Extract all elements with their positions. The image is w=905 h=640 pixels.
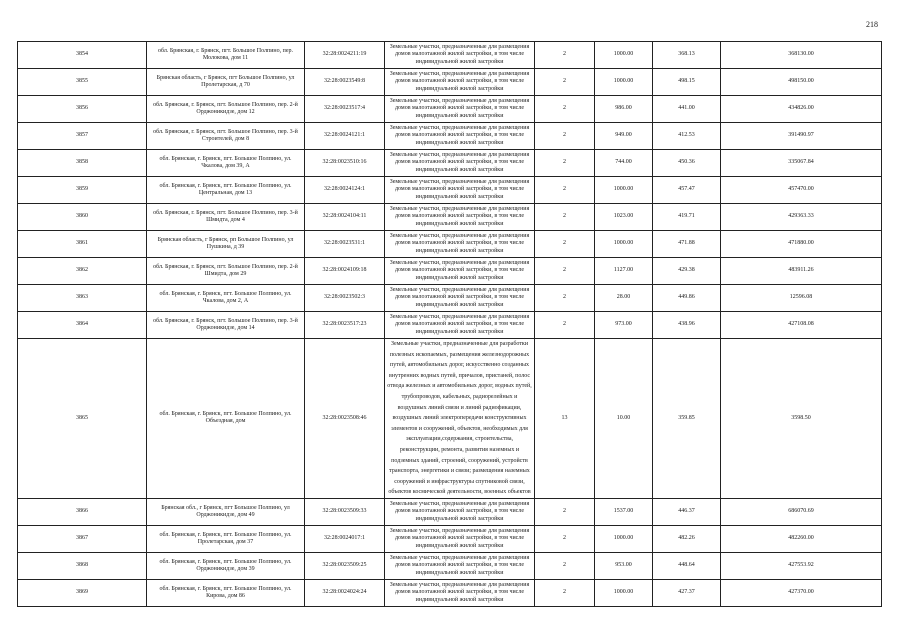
address-cell: обл. Брянская, г. Брянск, пгт. Большое Полпино, ул. Чкалова, дом 2, А: [147, 285, 305, 312]
area-cell: 28.00: [595, 285, 653, 312]
cadastral-value-cell: 434826.00: [721, 96, 882, 123]
address-cell: Брянская область, г Брянск, пгт Большое Полпино, ул Пролетарская, д 70: [147, 69, 305, 96]
cadastral-number-cell: 32:28:0023517:4: [305, 96, 385, 123]
cadastral-number-cell: 32:28:0024104:11: [305, 204, 385, 231]
row-id-cell: 3864: [18, 312, 147, 339]
land-use-cell: Земельные участки, предназначенные для разработки полезных ископаемых, размещения железнодорожных путей, автомобильных дорог, искусственно созданных внутренних водных путей, причалов, пристаней, полос отвода железных и автомобильных дорог, водных путей, трубопроводов, кабельных, радиорелейных и воздушных линий связи и линий радиофикации, воздушных линий электропередачи конструктивных элементов и сооружений, объектов, необходимых для эксплуатации,содержания, строительства, реконструкции, ремонта, развития наземных и подземных зданий, строений, сооружений, устройств транспорта, энергетики и связи; размещения наземных сооружений и инфраструктуры спутниковой связи, объектов космической деятельности, военных объектов: [385, 339, 535, 499]
rate-cell: 438.96: [653, 312, 721, 339]
table-row: [18, 204, 882, 231]
table-row: [18, 258, 882, 285]
row-id-cell: 3860: [18, 204, 147, 231]
cadastral-value-cell: 483911.26: [721, 258, 882, 285]
table-row: [18, 312, 882, 339]
category-code-cell: 2: [535, 150, 595, 177]
row-id-cell: 3859: [18, 177, 147, 204]
row-id-cell: 3868: [18, 552, 147, 579]
table-row: [18, 123, 882, 150]
cadastral-value-cell: 368130.00: [721, 42, 882, 69]
category-code-cell: 2: [535, 312, 595, 339]
table-row: [18, 552, 882, 579]
area-cell: 10.00: [595, 339, 653, 499]
land-use-cell: Земельные участки, предназначенные для размещения домов малоэтажной жилой застройки, в том числе индивидуальной жилой застройки: [385, 42, 535, 69]
address-cell: обл. Брянская, г. Брянск, пгт. Большое Полпино, ул. Кирова, дом 86: [147, 579, 305, 606]
cadastral-number-cell: 32:28:0024121:1: [305, 123, 385, 150]
row-id-cell: 3858: [18, 150, 147, 177]
cadastral-number-cell: 32:28:0024017:1: [305, 525, 385, 552]
land-plots-table: [17, 41, 882, 607]
area-cell: 949.00: [595, 123, 653, 150]
address-cell: обл. Брянская, г. Брянск, пгт. Большое Полпино, ул. Объездная, дом: [147, 339, 305, 499]
area-cell: 973.00: [595, 312, 653, 339]
cadastral-value-cell: 482260.00: [721, 525, 882, 552]
rate-cell: 498.15: [653, 69, 721, 96]
address-cell: обл. Брянская, г. Брянск, пгт. Большое Полпино, пер. 3-й Шмидта, дом 4: [147, 204, 305, 231]
cadastral-value-cell: 427370.00: [721, 579, 882, 606]
address-cell: Брянская область, г Брянск, рп Большое Полпино, ул Пушкина, д 39: [147, 231, 305, 258]
rate-cell: 429.38: [653, 258, 721, 285]
area-cell: 1000.00: [595, 231, 653, 258]
rate-cell: 457.47: [653, 177, 721, 204]
rate-cell: 419.71: [653, 204, 721, 231]
row-id-cell: 3867: [18, 525, 147, 552]
row-id-cell: 3862: [18, 258, 147, 285]
area-cell: 1000.00: [595, 579, 653, 606]
area-cell: 744.00: [595, 150, 653, 177]
table-body: [18, 42, 882, 607]
table-row: [18, 69, 882, 96]
rate-cell: 471.88: [653, 231, 721, 258]
row-id-cell: 3869: [18, 579, 147, 606]
cadastral-value-cell: 457470.00: [721, 177, 882, 204]
table-row: [18, 96, 882, 123]
cadastral-number-cell: 32:28:0023509:33: [305, 498, 385, 525]
land-use-cell: Земельные участки, предназначенные для размещения домов малоэтажной жилой застройки, в том числе индивидуальной жилой застройки: [385, 96, 535, 123]
land-use-cell: Земельные участки, предназначенные для размещения домов малоэтажной жилой застройки, в том числе индивидуальной жилой застройки: [385, 579, 535, 606]
area-cell: 1537.00: [595, 498, 653, 525]
rate-cell: 446.37: [653, 498, 721, 525]
rate-cell: 482.26: [653, 525, 721, 552]
area-cell: 1000.00: [595, 69, 653, 96]
rate-cell: 441.00: [653, 96, 721, 123]
area-cell: 1023.00: [595, 204, 653, 231]
cadastral-number-cell: 32:28:0024124:1: [305, 177, 385, 204]
category-code-cell: 2: [535, 579, 595, 606]
row-id-cell: 3854: [18, 42, 147, 69]
land-use-cell: Земельные участки, предназначенные для размещения домов малоэтажной жилой застройки, в том числе индивидуальной жилой застройки: [385, 150, 535, 177]
table-row: [18, 177, 882, 204]
land-use-cell: Земельные участки, предназначенные для размещения домов малоэтажной жилой застройки, в том числе индивидуальной жилой застройки: [385, 498, 535, 525]
cadastral-value-cell: 498150.00: [721, 69, 882, 96]
cadastral-value-cell: 335067.84: [721, 150, 882, 177]
table-row: [18, 285, 882, 312]
page-number: 218: [866, 20, 878, 29]
row-id-cell: 3856: [18, 96, 147, 123]
land-use-cell: Земельные участки, предназначенные для размещения домов малоэтажной жилой застройки, в том числе индивидуальной жилой застройки: [385, 231, 535, 258]
row-id-cell: 3861: [18, 231, 147, 258]
area-cell: 1127.00: [595, 258, 653, 285]
cadastral-value-cell: 471880.00: [721, 231, 882, 258]
category-code-cell: 2: [535, 231, 595, 258]
category-code-cell: 2: [535, 204, 595, 231]
address-cell: обл. Брянская, г. Брянск, пгт. Большое Полпино, ул. Центральная, дом 13: [147, 177, 305, 204]
cadastral-value-cell: 427553.92: [721, 552, 882, 579]
category-code-cell: 2: [535, 123, 595, 150]
rate-cell: 448.64: [653, 552, 721, 579]
area-cell: 1000.00: [595, 42, 653, 69]
cadastral-number-cell: 32:28:0023517:23: [305, 312, 385, 339]
cadastral-value-cell: 427108.08: [721, 312, 882, 339]
row-id-cell: 3866: [18, 498, 147, 525]
area-cell: 986.00: [595, 96, 653, 123]
cadastral-number-cell: 32:28:0023502:3: [305, 285, 385, 312]
category-code-cell: 2: [535, 285, 595, 312]
address-cell: Брянская обл., г Брянск, пгт Большое Полпино, ул Орджоникидзе, дом 49: [147, 498, 305, 525]
category-code-cell: 13: [535, 339, 595, 499]
cadastral-number-cell: 32:28:0023509:25: [305, 552, 385, 579]
cadastral-value-cell: 391490.97: [721, 123, 882, 150]
address-cell: обл. Брянская, г. Брянск, пгт. Большое Полпино, ул. Орджоникидзе, дом 39: [147, 552, 305, 579]
land-use-cell: Земельные участки, предназначенные для размещения домов малоэтажной жилой застройки, в том числе индивидуальной жилой застройки: [385, 204, 535, 231]
table-row: [18, 579, 882, 606]
rate-cell: 427.37: [653, 579, 721, 606]
address-cell: обл. Брянская, г. Брянск, пгт. Большое Полпино, пер. 2-й Шмидта, дом 29: [147, 258, 305, 285]
category-code-cell: 2: [535, 552, 595, 579]
table-row: [18, 498, 882, 525]
row-id-cell: 3855: [18, 69, 147, 96]
category-code-cell: 2: [535, 42, 595, 69]
cadastral-number-cell: 32:28:0024024:24: [305, 579, 385, 606]
address-cell: обл. Брянская, г. Брянск, пгт. Большое Полпино, пер. 2-й Орджоникидзе, дом 12: [147, 96, 305, 123]
address-cell: обл. Брянская, г. Брянск, пгт. Большое Полпино, пер. 3-й Строителей, дом 8: [147, 123, 305, 150]
cadastral-number-cell: 32:28:0023531:1: [305, 231, 385, 258]
land-use-cell: Земельные участки, предназначенные для размещения домов малоэтажной жилой застройки, в том числе индивидуальной жилой застройки: [385, 258, 535, 285]
table-row: [18, 339, 882, 499]
row-id-cell: 3865: [18, 339, 147, 499]
row-id-cell: 3863: [18, 285, 147, 312]
land-use-cell: Земельные участки, предназначенные для размещения домов малоэтажной жилой застройки, в том числе индивидуальной жилой застройки: [385, 177, 535, 204]
address-cell: обл. Брянская, г. Брянск, пгт. Большое Полпино, пер. 3-й Орджоникидзе, дом 14: [147, 312, 305, 339]
category-code-cell: 2: [535, 96, 595, 123]
land-use-cell: Земельные участки, предназначенные для размещения домов малоэтажной жилой застройки, в том числе индивидуальной жилой застройки: [385, 285, 535, 312]
cadastral-number-cell: 32:28:0024211:19: [305, 42, 385, 69]
rate-cell: 450.36: [653, 150, 721, 177]
rate-cell: 449.86: [653, 285, 721, 312]
cadastral-value-cell: 12596.08: [721, 285, 882, 312]
cadastral-value-cell: 686070.69: [721, 498, 882, 525]
rate-cell: 368.13: [653, 42, 721, 69]
category-code-cell: 2: [535, 525, 595, 552]
cadastral-value-cell: 429363.33: [721, 204, 882, 231]
land-use-cell: Земельные участки, предназначенные для размещения домов малоэтажной жилой застройки, в том числе индивидуальной жилой застройки: [385, 525, 535, 552]
area-cell: 1000.00: [595, 177, 653, 204]
cadastral-number-cell: 32:28:0023549:8: [305, 69, 385, 96]
address-cell: обл. Брянская, г. Брянск, пгт. Большое Полпино, ул. Пролетарская, дом 37: [147, 525, 305, 552]
table-row: [18, 525, 882, 552]
area-cell: 1000.00: [595, 525, 653, 552]
land-use-cell: Земельные участки, предназначенные для размещения домов малоэтажной жилой застройки, в том числе индивидуальной жилой застройки: [385, 123, 535, 150]
table-row: [18, 42, 882, 69]
category-code-cell: 2: [535, 498, 595, 525]
category-code-cell: 2: [535, 69, 595, 96]
address-cell: обл. Брянская, г. Брянск, пгт. Большое Полпино, пер. Молокова, дом 11: [147, 42, 305, 69]
table-row: [18, 231, 882, 258]
rate-cell: 412.53: [653, 123, 721, 150]
cadastral-number-cell: 32:28:0023510:16: [305, 150, 385, 177]
table-row: [18, 150, 882, 177]
address-cell: обл. Брянская, г. Брянск, пгт. Большое Полпино, ул. Чкалова, дом 39, А: [147, 150, 305, 177]
row-id-cell: 3857: [18, 123, 147, 150]
rate-cell: 359.85: [653, 339, 721, 499]
land-use-cell: Земельные участки, предназначенные для размещения домов малоэтажной жилой застройки, в том числе индивидуальной жилой застройки: [385, 69, 535, 96]
land-use-cell: Земельные участки, предназначенные для размещения домов малоэтажной жилой застройки, в том числе индивидуальной жилой застройки: [385, 552, 535, 579]
category-code-cell: 2: [535, 177, 595, 204]
area-cell: 953.00: [595, 552, 653, 579]
land-use-cell: Земельные участки, предназначенные для размещения домов малоэтажной жилой застройки, в том числе индивидуальной жилой застройки: [385, 312, 535, 339]
cadastral-value-cell: 3598.50: [721, 339, 882, 499]
cadastral-number-cell: 32:28:0023508:46: [305, 339, 385, 499]
category-code-cell: 2: [535, 258, 595, 285]
cadastral-number-cell: 32:28:0024109:18: [305, 258, 385, 285]
